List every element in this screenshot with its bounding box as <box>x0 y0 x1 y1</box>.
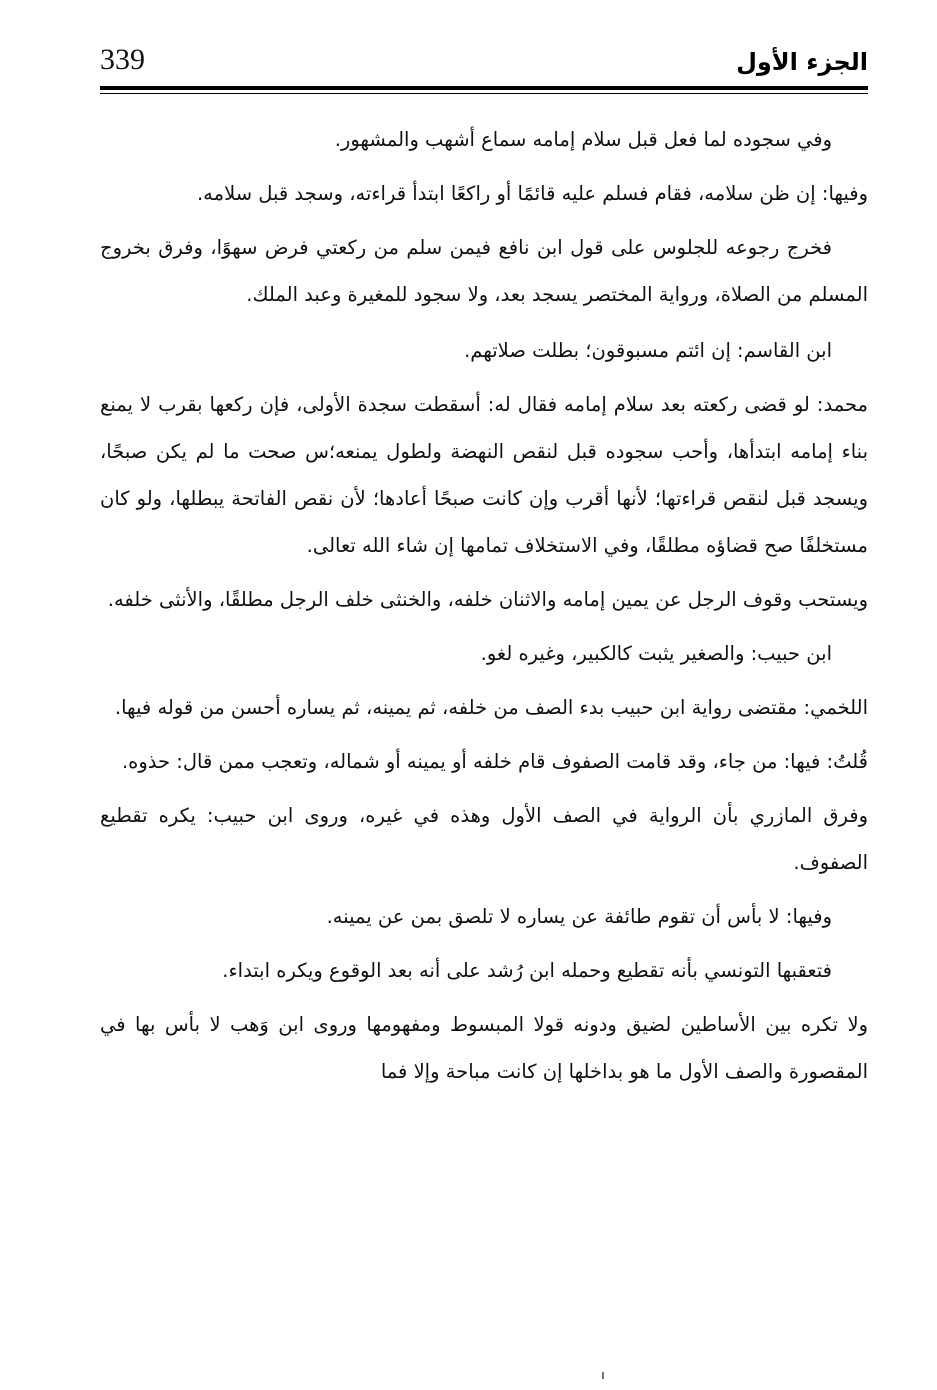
scan-speck <box>602 1372 604 1379</box>
paragraph: وفرق المازري بأن الرواية في الصف الأول وهذه في غيره، وروى ابن حبيب: يكره تقطيع الصفوف. <box>100 804 868 874</box>
paragraph: وفيها: لا بأس أن تقوم طائفة عن يساره لا تلصق بمن عن يمينه. <box>326 905 832 928</box>
paragraph: ابن القاسم: إن ائتم مسبوقون؛ بطلت صلاتهم. <box>464 339 832 362</box>
header-rule-thin <box>100 93 868 94</box>
page-header <box>100 40 868 84</box>
paragraph: وفي سجوده لما فعل قبل سلام إمامه سماع أشهب والمشهور. <box>334 128 832 151</box>
page-number: 339 <box>100 43 145 76</box>
paragraph: محمد: لو قضى ركعته بعد سلام إمامه فقال له: أسقطت سجدة الأولى، فإن ركعها بقرب لا يمنع بناء إمامه ابتدأها، وأحب سجوده قبل لنقص النهضة ولطول يمنعه؛س صحت ما لم يكن صبحًا، ويسجد قبل لنقص قراءتها؛ لأنها أقرب وإن كانت صبحًا أعادها؛ لأن نقص الفاتحة يبطلها، ولو كان مستخلفًا صح قضاؤه مطلقًا، وفي الاستخلاف تمامها إن شاء الله تعالى. <box>100 393 868 557</box>
paragraph: قُلتُ: فيها: من جاء، وقد قامت الصفوف قام خلفه أو يمينه أو شماله، وتعجب ممن قال: حذوه. <box>121 750 868 773</box>
header-rule-thick <box>100 86 868 90</box>
body-text <box>100 116 868 1102</box>
running-title: الجزء الأول <box>736 48 868 76</box>
paragraph: ويستحب وقوف الرجل عن يمين إمامه والاثنان خلفه، والخنثى خلف الرجل مطلقًا، والأنثى خلفه. <box>107 588 868 611</box>
paragraph: فتعقبها التونسي بأنه تقطيع وحمله ابن رُشد على أنه بعد الوقوع ويكره ابتداء. <box>222 959 832 982</box>
paragraph: اللخمي: مقتضى رواية ابن حبيب بدء الصف من خلفه، ثم يمينه، ثم يساره أحسن من قوله فيها. <box>114 696 868 719</box>
paragraph: وفيها: إن ظن سلامه، فقام فسلم عليه قائمًا أو راكعًا ابتدأ قراءته، وسجد قبل سلامه. <box>196 182 868 205</box>
paragraph: ابن حبيب: والصغير يثبت كالكبير، وغيره لغو. <box>480 642 832 665</box>
paragraph: فخرج رجوعه للجلوس على قول ابن نافع فيمن سلم من ركعتي فرض سهوًا، وفرق بخروج المسلم من الصلاة، ورواية المختصر يسجد بعد، ولا سجود للمغيرة وعبد الملك. <box>100 236 868 306</box>
paragraph: ولا تكره بين الأساطين لضيق ودونه قولا المبسوط ومفهومها وروى ابن وَهب لا بأس بها في المقصورة والصف الأول ما هو بداخلها إن كانت مباحة وإلا فما <box>100 1013 868 1083</box>
